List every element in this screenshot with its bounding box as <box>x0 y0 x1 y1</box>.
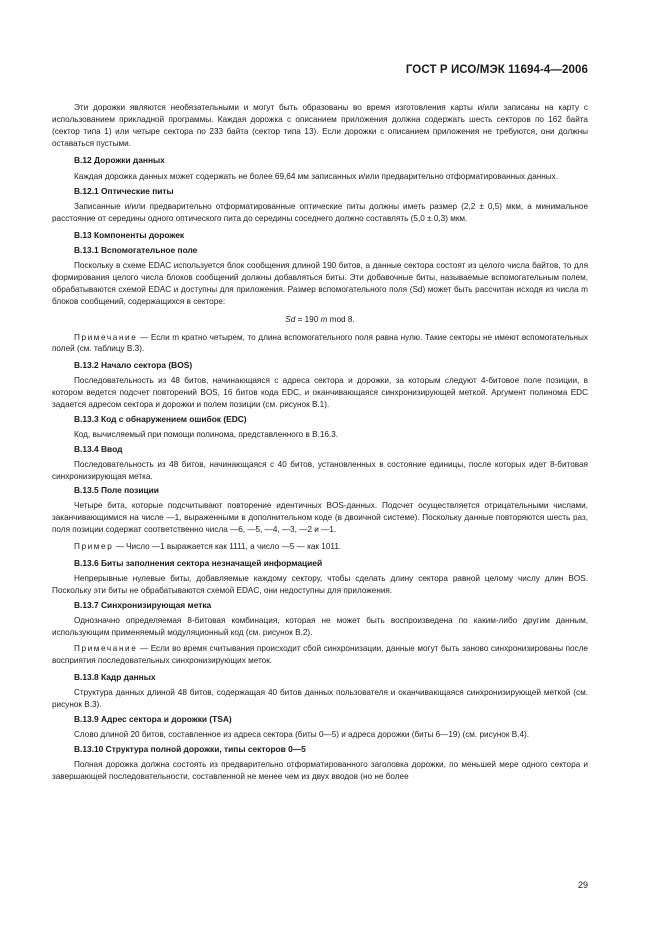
section-heading: В.13.1 Вспомогательное поле <box>74 245 198 256</box>
example-label: Пример <box>74 542 114 552</box>
document-body <box>52 102 588 783</box>
note <box>52 643 588 667</box>
paragraph: Поскольку в схеме EDAC используется блок сообщения длиной 190 битов, а данные сектора состоят из целого числа байтов, то для формирования целого числа блоков сообщений должны добавляться биты. Эти добавочные биты, называемые вспомогательным полем, обрабатываются схемой EDAC и доступны для приложения. Размер вспомогательного поля (Sd) может быть рассчитан исходя из числа m блоков сообщений, содержащихся в секторе: <box>52 260 588 306</box>
section-heading: В.12.1 Оптические питы <box>74 186 174 197</box>
formula-var: m <box>320 314 328 324</box>
section-heading: В.13.5 Поле позиции <box>74 485 159 496</box>
section-heading: В.13 Компоненты дорожек <box>74 230 185 241</box>
section-heading: В.12 Дорожки данных <box>74 154 165 165</box>
paragraph: Эти дорожки являются необязательными и могут быть образованы во время изготовления карты и/или записаны на карту с использованием прикладной программы. Каждая дорожка с описанием приложения должна содержать шесть секторов по 162 байта (сектор типа 1) или четыре сектора по 233 байта (сектор типа 13). Если дорожки с описанием приложения не требуются, они должны оставаться пустыми. <box>52 103 588 148</box>
paragraph: Четыре бита, которые подсчитывают повторение идентичных BOS-данных. Подсчет осуществляется отрицательными числами, заканчивающимися на числе —1, выраженными в дополнительном коде (в двоичной системе). Поскольку данные повторяются шесть раз, поля позиции содержат соответственно числа —6, —5, —4, —3, —2 и —1. <box>52 501 588 535</box>
section-heading: В.13.6 Биты заполнения сектора незначащей информацией <box>74 558 323 568</box>
note-text: — Если во время считывания происходит сбой синхронизации, данные могут быть заново синхронизированы после восприятия последовательных синхронизирующих меток. <box>52 644 588 666</box>
note <box>52 332 588 356</box>
section-heading: В.13.9 Адрес сектора и дорожки (TSA) <box>74 713 232 724</box>
section-heading: В.13.2 Начало сектора (BOS) <box>74 360 193 371</box>
example-text: — Число —1 выражается как 1111, а число —5 — как 1011. <box>113 542 342 552</box>
document-header: ГОСТ Р ИСО/МЭК 11694-4—2006 <box>405 64 588 76</box>
page-number: 29 <box>577 880 588 890</box>
paragraph: Полная дорожка должна состоять из предварительно отформатированного заголовка дорожки, по меньшей мере одного сектора и завершающей последовательности, составленной не менее чем из двух вводов (но не более <box>52 759 588 781</box>
section-heading: В.13.3 Код с обнаружением ошибок (EDC) <box>74 413 247 424</box>
section-heading: В.13.7 Синхронизирующая метка <box>74 599 212 610</box>
paragraph: Однозначно определяемая 8-битовая комбинация, которая не может быть воспроизведена по каким-либо другим данным, использующим применяемый модуляционный код (см. рисунок В.2). <box>52 615 588 637</box>
section-heading: В.13.10 Структура полной дорожки, типы секторов 0—5 <box>74 743 306 754</box>
formula-right: mod 8. <box>327 314 355 324</box>
example <box>52 541 588 553</box>
note-text: — Если m кратно четырем, то длина вспомогательного поля равна нулю. Такие секторы не имеют вспомогательных полей (см. таблицу В.3). <box>52 332 588 354</box>
paragraph: Последовательность из 48 битов, начинающаяся с 40 битов, установленных в состояние единицы, после которых идет 8-битовая синхронизирующая метка. <box>52 459 588 481</box>
note-label: Примечание <box>74 332 138 342</box>
paragraph: Код, вычисляемый при помощи полинома, представленного в В.16.3. <box>74 429 339 439</box>
formula-left: Sd <box>285 314 296 324</box>
paragraph: Последовательность из 48 битов, начинающаяся с адреса сектора и дорожки, за которым следуют 4-битовое поле позиции, в котором ведется подсчет повторений BOS, 16 битов кода EDC, и оканчивающаяся синхронизирующей меткой. Аргумент полинома EDC задается адресом сектора и дорожки и полем позиции (см. рисунок В.1). <box>52 376 588 410</box>
paragraph: Каждая дорожка данных может содержать не более 69,64 мм записанных и/или предварительно отформатированных данных. <box>74 171 559 181</box>
section-heading: В.13.4 Ввод <box>74 443 123 454</box>
paragraph: Слово длиной 20 битов, составленное из адреса сектора (биты 0—5) и адреса дорожки (биты 6—19) (см. рисунок В.4). <box>74 729 530 739</box>
formula <box>52 314 588 326</box>
paragraph: Структура данных длиной 48 битов, содержащая 40 битов данных пользователя и оканчивающаяся синхронизирующей меткой (см. рисунок В.3). <box>52 688 588 710</box>
formula-middle: = 190 <box>295 314 321 324</box>
note-label: Примечание <box>74 644 138 654</box>
paragraph: Записанные и/или предварительно отформатированные оптические питы должны иметь размер (2,2 ± 0,5) мкм, а минимальное расстояние от середины одного оптического пита до середины соседнего должно составлять (5,0 ± 0,3) мкм. <box>52 202 588 224</box>
paragraph: Непрерывные нулевые биты, добавляемые каждому сектору, чтобы сделать длину сектора равной целому числу длин BOS. Поскольку эти биты не обрабатываются схемой EDAC, они недоступны для приложения. <box>52 573 588 595</box>
section-heading: В.13.8 Кадр данных <box>74 672 156 683</box>
